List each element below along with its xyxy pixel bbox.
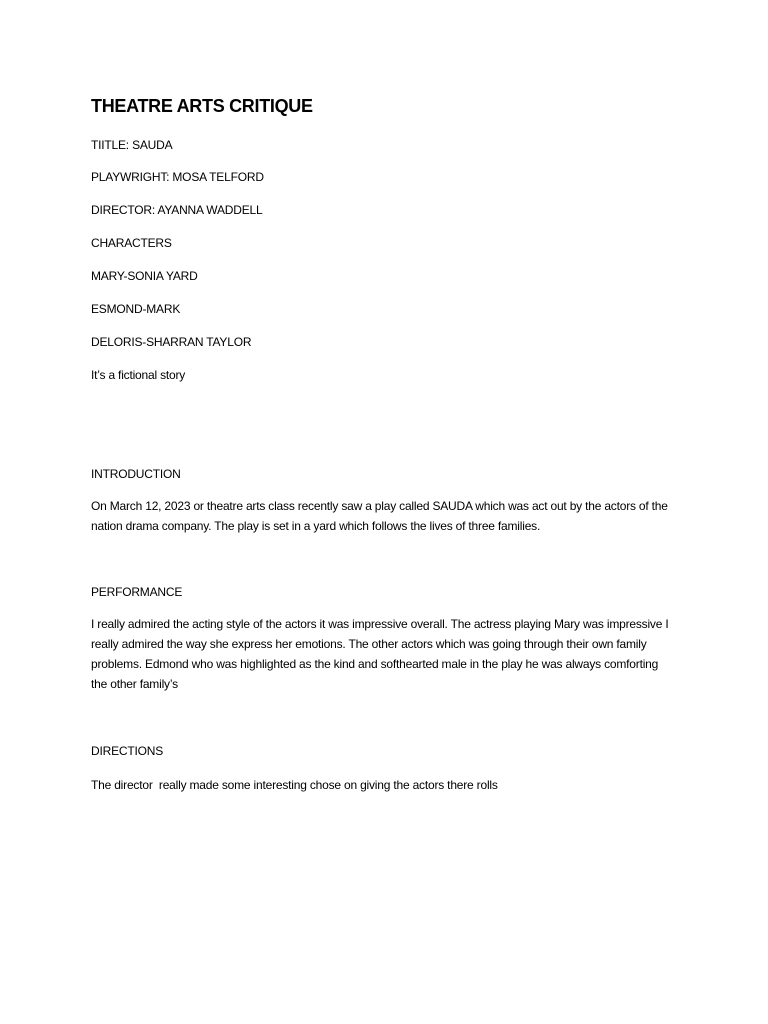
document-title: THEATRE ARTS CRITIQUE (91, 96, 313, 116)
character-item: ESMOND-MARK (91, 302, 181, 316)
fiction-note: It’s a fictional story (91, 368, 186, 382)
characters-heading: CHARACTERS (91, 236, 172, 250)
directions-heading: DIRECTIONS (91, 744, 164, 758)
character-item: MARY-SONIA YARD (91, 269, 198, 283)
director-line: DIRECTOR: AYANNA WADDELL (91, 203, 263, 217)
playwright-line: PLAYWRIGHT: MOSA TELFORD (91, 170, 264, 184)
directions-paragraph: The director really made some interesting chose on giving the actors there rolls (91, 778, 498, 792)
performance-heading: PERFORMANCE (91, 585, 183, 599)
performance-paragraph: I really admired the acting style of the actors it was impressive overall. The actress playing Mary was impressive I really admired the way she express her emotions. The other actors which was going through their own family problems. Edmond who was highlighted as the kind and softhearted male in the play he was always comforting the other family’s (91, 617, 669, 691)
introduction-paragraph: On March 12, 2023 or theatre arts class recently saw a play called SAUDA which was act out by the actors of the nation drama company. The play is set in a yard which follows the lives of three families. (91, 499, 668, 533)
play-title-line: TIITLE: SAUDA (91, 138, 173, 152)
character-item: DELORIS-SHARRAN TAYLOR (91, 335, 252, 349)
introduction-heading: INTRODUCTION (91, 467, 181, 481)
